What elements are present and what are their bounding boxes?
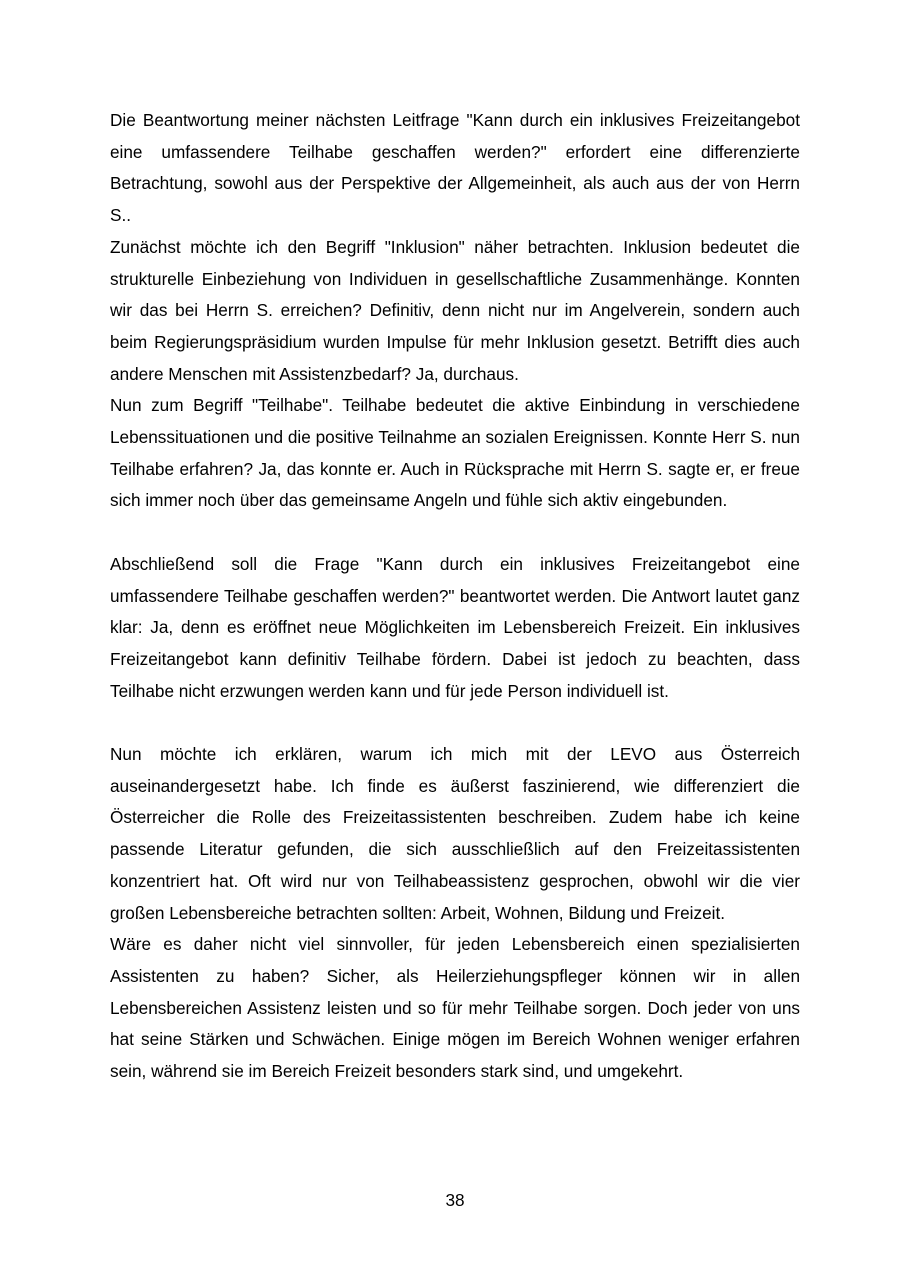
paragraph-leitfrage-intro: Die Beantwortung meiner nächsten Leitfrage "Kann durch ein inklusives Freizeitangebot eine umfassendere Teilhabe geschaffen werden?" erfordert eine differenzierte Betrachtung, sowohl aus der Perspektive der Allgemeinheit, als auch aus der von Herrn S..: [110, 110, 800, 226]
paragraph-spacer: [110, 707, 800, 739]
body-text: [110, 105, 800, 1088]
paragraph-spacer: [110, 517, 800, 549]
paragraph-conclusion: Abschließend soll die Frage "Kann durch ein inklusives Freizeitangebot eine umfassendere Teilhabe geschaffen werden?" beantwortet werden. Die Antwort lautet ganz klar: Ja, denn es eröffnet neue Möglichkeiten im Lebensbereich Freizeit. Ein inklusives Freizeitangebot kann definitiv Teilhabe fördern. Dabei ist jedoch zu beachten, dass Teilhabe nicht erzwungen werden kann und für jede Person individuell ist.: [110, 553, 800, 701]
paragraph-teilhabe: Nun zum Begriff "Teilhabe". Teilhabe bedeutet die aktive Einbindung in verschiedene Lebenssituationen und die positive Teilnahme an sozialen Ereignissen. Konnte Herr S. nun Teilhabe erfahren? Ja, das konnte er. Auch in Rücksprache mit Herrn S. sagte er, er freue sich immer noch über das gemeinsame Angeln und fühle sich aktiv eingebunden.: [110, 395, 800, 511]
paragraph-assistants: Wäre es daher nicht viel sinnvoller, für jeden Lebensbereich einen spezialisierten Assistenten zu haben? Sicher, als Heilerziehungspfleger können wir in allen Lebensbereichen Assistenz leisten und so für mehr Teilhabe sorgen. Doch jeder von uns hat seine Stärken und Schwächen. Einige mögen im Bereich Wohnen weniger erfahren sein, während sie im Bereich Freizeit besonders stark sind, und umgekehrt.: [110, 934, 800, 1082]
paragraph-inklusion: Zunächst möchte ich den Begriff "Inklusion" näher betrachten. Inklusion bedeutet die strukturelle Einbeziehung von Individuen in gesellschaftliche Zusammenhänge. Konnten wir das bei Herrn S. erreichen? Definitiv, denn nicht nur im Angelverein, sondern auch beim Regierungspräsidium wurden Impulse für mehr Inklusion gesetzt. Betrifft dies auch andere Menschen mit Assistenzbedarf? Ja, durchaus.: [110, 236, 800, 384]
page-number: 38: [445, 1190, 465, 1210]
paragraph-levo: Nun möchte ich erklären, warum ich mich mit der LEVO aus Österreich auseinandergesetzt habe. Ich finde es äußerst faszinierend, wie differenziert die Österreicher die Rolle des Freizeitassistenten beschreiben. Zudem habe ich keine passende Literatur gefunden, die sich ausschließlich auf den Freizeitassistenten konzentriert hat. Oft wird nur von Teilhabeassistenz gesprochen, obwohl wir die vier großen Lebensbereiche betrachten sollten: Arbeit, Wohnen, Bildung und Freizeit.: [110, 744, 800, 923]
